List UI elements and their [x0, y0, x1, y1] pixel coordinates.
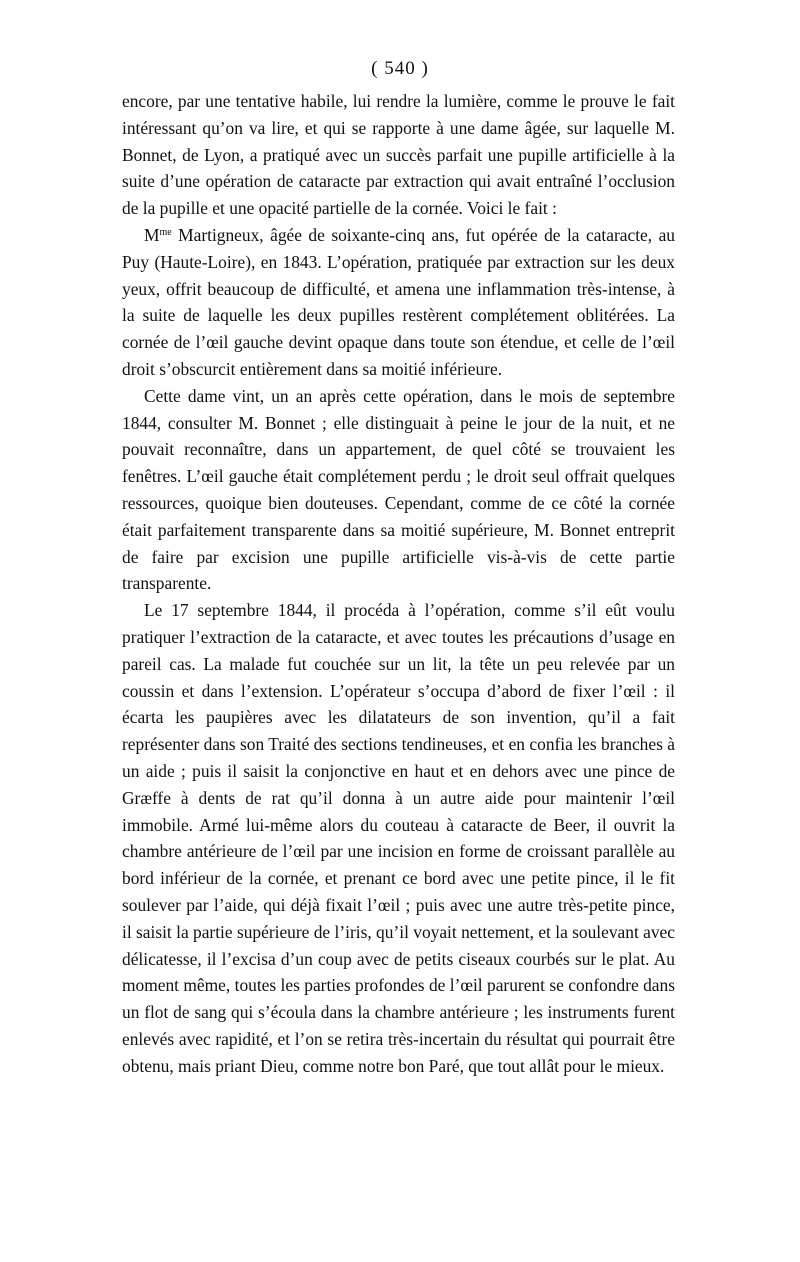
paragraph-case-intro-text: Martigneux, âgée de soixante-cinq ans, fut opérée de la cataracte, au Puy (Haute-Loire), en 1843. L’opération, pratiquée par extraction sur les deux yeux, offrit beaucoup de difficulté, et amena une inflammation très-intense, à la suite de laquelle les deux pupilles restèrent complétement oblitérées. La cornée de l’œil gauche devint opaque dans toute son étendue, et celle de l’œil droit s’obscurcit entièrement dans sa moitié inférieure. [122, 224, 675, 379]
title-abbrev-superscript: me [159, 226, 172, 238]
paragraph-continuation: encore, par une tentative habile, lui rendre la lumière, comme le prouve le fait intéressant qu’on va lire, et qui se rapporte à une dame âgée, sur laquelle M. Bonnet, de Lyon, a pratiqué avec un succès parfait une pupille artificielle à la suite d’une opération de cataracte par extraction qui avait entraîné l’occlusion de la pupille et une opacité partielle de la cornée. Voici le fait : [122, 91, 675, 219]
paragraph-case-intro [122, 222, 675, 383]
paragraph-consultation: Cette dame vint, un an après cette opération, dans le mois de septembre 1844, consulter M. Bonnet ; elle distinguait à peine le jour de la nuit, et ne pouvait reconnaître, dans un appartement, de quel côté se trouvaient les fenêtres. L’œil gauche était complétement perdu ; le droit seul offrait quelques ressources, quoique bien douteuses. Cependant, comme de ce côté la cornée était parfaitement transparente dans sa moitié supérieure, M. Bonnet entreprit de faire par excision une pupille artificielle vis-à-vis de cette partie transparente. [122, 385, 675, 594]
page-number: ( 540 ) [371, 58, 429, 79]
body-text [122, 88, 675, 1079]
paragraph-operation: Le 17 septembre 1844, il procéda à l’opération, comme s’il eût voulu pratiquer l’extraction de la cataracte, et avec toutes les précautions d’usage en pareil cas. La malade fut couchée sur un lit, la tête un peu relevée par un coussin et dans l’extension. L’opérateur s’occupa d’abord de fixer l’œil : il écarta les paupières avec les dilatateurs de son invention, qu’il a fait représenter dans son Traité des sections tendineuses, et en confia les branches à un aide ; puis il saisit la conjonctive en haut et en dehors avec une pince de Græffe à dents de rat qu’il donna à un autre aide pour maintenir l’œil immobile. Armé lui-même alors du couteau à cataracte de Beer, il ouvrit la chambre antérieure de l’œil par une incision en forme de croissant parallèle au bord inférieur de la cornée, et prenant ce bord avec une petite pince, il le fit soulever par l’aide, qui déjà fixait l’œil ; puis avec une autre très-petite pince, il saisit la partie supérieure de l’iris, qu’il voyait nettement, et la soulevant avec délicatesse, il l’excisa d’un coup avec de petits ciseaux courbés sur le plat. Au moment même, toutes les parties profondes de l’œil parurent se confondre dans un flot de sang qui s’écoula dans la chambre antérieure ; les instruments furent enlevés avec rapidité, et l’on se retira très-incertain du résultat qui pourrait être obtenu, mais priant Dieu, comme notre bon Paré, que tout allât pour le mieux. [122, 600, 675, 1076]
title-abbrev: M [144, 224, 160, 245]
